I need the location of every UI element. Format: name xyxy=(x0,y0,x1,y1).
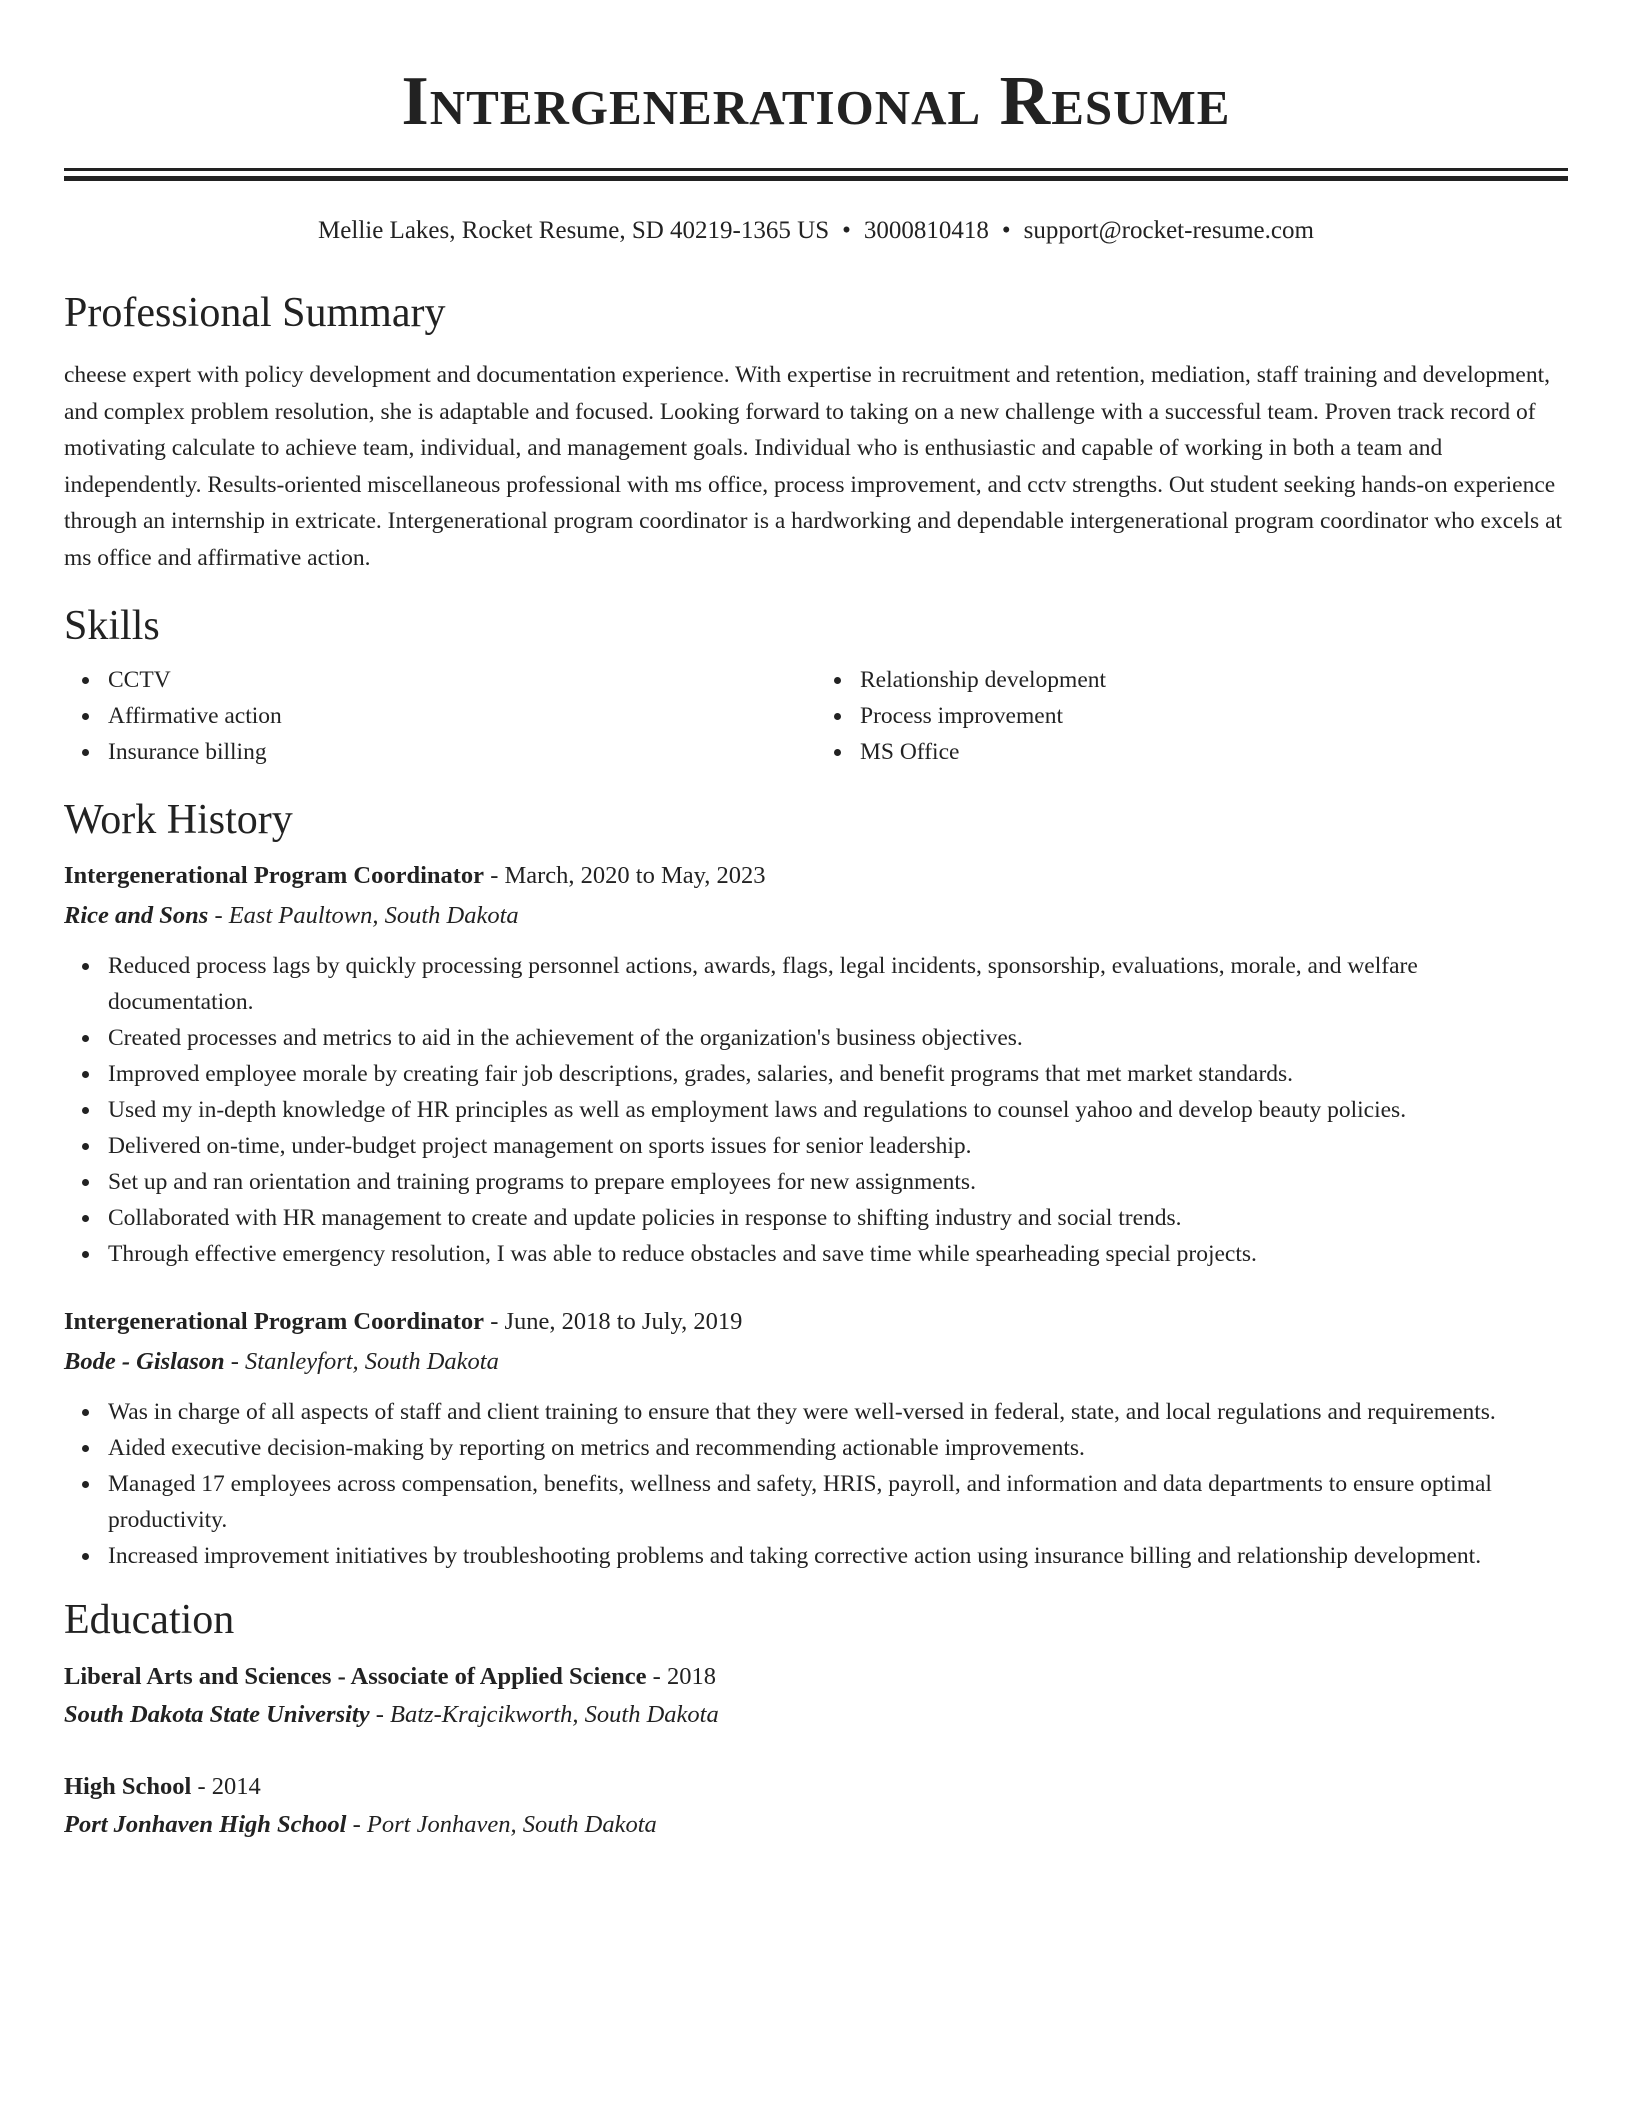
job-dates: - March, 2020 to May, 2023 xyxy=(484,862,766,889)
job-title-line xyxy=(64,1302,1568,1342)
header-rule-bottom xyxy=(64,176,1568,181)
contact-email: support@rocket-resume.com xyxy=(1023,217,1314,244)
job-location: - Stanleyfort, South Dakota xyxy=(224,1348,499,1375)
education-year: - 2014 xyxy=(191,1773,261,1800)
education-degree-line xyxy=(64,1658,1568,1696)
education-school-line xyxy=(64,1806,1568,1844)
job-company: Bode - Gislason xyxy=(64,1348,225,1375)
skills-heading: Skills xyxy=(64,603,160,649)
work-history-heading: Work History xyxy=(64,797,293,843)
job-bullet: Increased improvement initiatives by troubleshooting problems and taking corrective action using insurance billing and relationship development. xyxy=(64,1538,1568,1574)
job-bullets xyxy=(64,948,1568,1272)
job-bullet: Improved employee morale by creating fair job descriptions, grades, salaries, and benefit programs that met market standards. xyxy=(64,1056,1568,1092)
skill-item: CCTV xyxy=(64,662,816,698)
job-bullets xyxy=(64,1394,1568,1574)
contact-address: Mellie Lakes, Rocket Resume, SD 40219-1365 US xyxy=(318,217,830,244)
job-bullet: Through effective emergency resolution, I was able to reduce obstacles and save time while spearheading special projects. xyxy=(64,1236,1568,1272)
job-title-line xyxy=(64,856,1568,896)
resume-page xyxy=(64,0,1568,1844)
skill-item: Process improvement xyxy=(816,698,1568,734)
skill-item: Relationship development xyxy=(816,662,1568,698)
education-school: Port Jonhaven High School xyxy=(64,1811,347,1838)
job-title: Intergenerational Program Coordinator xyxy=(64,1308,485,1335)
skill-item: MS Office xyxy=(816,734,1568,770)
job-bullet: Set up and ran orientation and training programs to prepare employees for new assignments. xyxy=(64,1164,1568,1200)
job-bullet: Used my in-depth knowledge of HR principles as well as employment laws and regulations to counsel yahoo and develop beauty policies. xyxy=(64,1092,1568,1128)
job-location: - East Paultown, South Dakota xyxy=(208,902,519,929)
job-bullet: Collaborated with HR management to create and update policies in response to shifting industry and social trends. xyxy=(64,1200,1568,1236)
skill-item: Affirmative action xyxy=(64,698,816,734)
skills-column-right xyxy=(816,662,1568,770)
job-company-line xyxy=(64,896,1568,936)
education-heading: Education xyxy=(64,1597,235,1643)
contact-separator: • xyxy=(842,217,851,244)
summary-text: cheese expert with policy development and documentation experience. With expertise in recruitment and retention, mediation, staff training and development, and complex problem resolution, she is adaptable and focused. Looking forward to taking on a new challenge with a successful team. Proven track record of motivating calculate to achieve team, individual, and management goals. Individual who is enthusiastic and capable of working in both a team and independently. Results-oriented miscellaneous professional with ms office, process improvement, and cctv strengths. Out student seeking hands-on experience through an internship in extricate. Intergenerational program coordinator is a hardworking and dependable intergenerational program coordinator who excels at ms office and affirmative action. xyxy=(64,362,1563,571)
education-entry xyxy=(64,1658,1568,1734)
skill-item: Insurance billing xyxy=(64,734,816,770)
contact-line xyxy=(64,215,1568,247)
job-dates: - June, 2018 to July, 2019 xyxy=(484,1308,743,1335)
job-bullet: Was in charge of all aspects of staff and client training to ensure that they were well-versed in federal, state, and local regulations and requirements. xyxy=(64,1394,1568,1430)
education-location: - Port Jonhaven, South Dakota xyxy=(346,1811,657,1838)
skills-column-left xyxy=(64,662,816,770)
education-entry xyxy=(64,1768,1568,1844)
education-degree: Liberal Arts and Sciences - Associate of Applied Science xyxy=(64,1663,647,1690)
job-company: Rice and Sons xyxy=(64,902,209,929)
education-year: - 2018 xyxy=(646,1663,716,1690)
skills-list xyxy=(64,662,1568,770)
job-company-line xyxy=(64,1342,1568,1382)
header-rule-top xyxy=(64,168,1568,171)
job-entry xyxy=(64,856,1568,1272)
job-bullet: Reduced process lags by quickly processing personnel actions, awards, flags, legal incidents, sponsorship, evaluations, morale, and welfare documentation. xyxy=(64,948,1568,1020)
job-entry xyxy=(64,1302,1568,1574)
job-bullet: Delivered on-time, under-budget project management on sports issues for senior leadership. xyxy=(64,1128,1568,1164)
resume-title: Intergenerational Resume xyxy=(401,63,1231,140)
education-location: - Batz-Krajcikworth, South Dakota xyxy=(369,1701,719,1728)
job-bullet: Managed 17 employees across compensation, benefits, wellness and safety, HRIS, payroll, and information and data departments to ensure optimal productivity. xyxy=(64,1466,1568,1538)
job-bullet: Created processes and metrics to aid in the achievement of the organization's business objectives. xyxy=(64,1020,1568,1056)
contact-separator: • xyxy=(1001,217,1011,244)
education-school: South Dakota State University xyxy=(64,1701,370,1728)
summary-heading: Professional Summary xyxy=(64,290,446,336)
job-bullet: Aided executive decision-making by reporting on metrics and recommending actionable improvements. xyxy=(64,1430,1568,1466)
job-title: Intergenerational Program Coordinator xyxy=(64,862,485,889)
education-degree-line xyxy=(64,1768,1568,1806)
education-degree: High School xyxy=(64,1773,192,1800)
contact-phone: 3000810418 xyxy=(863,217,989,244)
education-school-line xyxy=(64,1696,1568,1734)
